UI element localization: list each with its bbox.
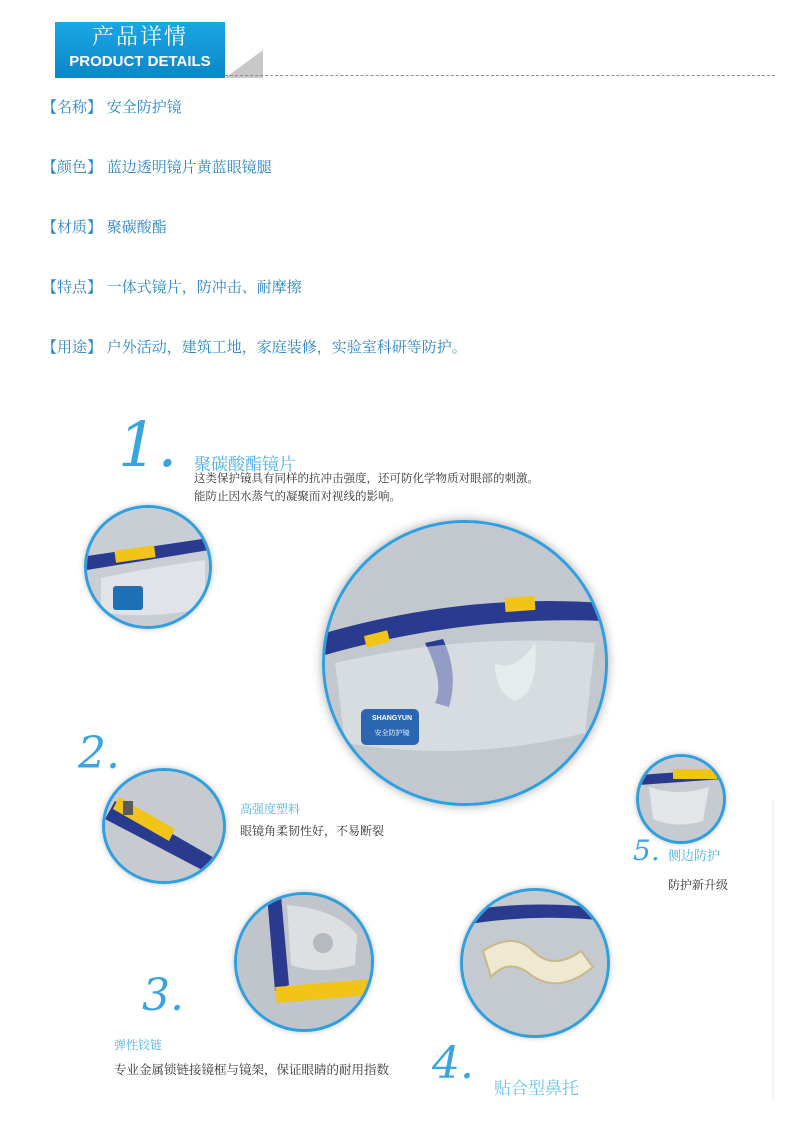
photo-frame-closeup bbox=[84, 505, 212, 629]
spec-value: 安全防护镜 bbox=[106, 98, 182, 116]
photo-nose-pad bbox=[460, 888, 610, 1038]
spec-label: 【颜色】 bbox=[42, 158, 103, 176]
feature-desc-5: 防护新升级 bbox=[668, 878, 729, 892]
header-divider bbox=[225, 75, 775, 76]
feature-title-2: 高强度塑料 bbox=[240, 802, 301, 816]
page-edge-shadow bbox=[772, 800, 775, 1100]
spec-value: 聚碳酸酯 bbox=[106, 218, 167, 236]
feature-number-5: 5. bbox=[633, 834, 660, 867]
feature-number-4: 4. bbox=[432, 1038, 474, 1089]
feature-title-4: 贴合型鼻托 bbox=[494, 1079, 579, 1099]
spec-value: 户外活动，建筑工地，家庭装修，实验室科研等防护。 bbox=[106, 338, 467, 356]
feature-title-1: 聚碳酸酯镜片 bbox=[194, 455, 296, 475]
spec-label: 【用途】 bbox=[42, 338, 103, 356]
spec-row-name bbox=[42, 96, 182, 117]
spec-label: 【材质】 bbox=[42, 218, 103, 236]
spec-label: 【特点】 bbox=[42, 278, 103, 296]
photo-goggles-main bbox=[322, 520, 608, 806]
feature-desc-2: 眼镜角柔韧性好，不易断裂 bbox=[240, 824, 385, 838]
feature-title-5: 侧边防护 bbox=[668, 849, 721, 864]
spec-value: 一体式镜片，防冲击、耐摩擦 bbox=[106, 278, 302, 296]
spec-row-material bbox=[42, 216, 167, 237]
spec-row-features bbox=[42, 276, 302, 297]
section-title-cn: 产品详情 bbox=[91, 25, 188, 50]
section-title-en: PRODUCT DETAILS bbox=[69, 53, 211, 70]
photo-side-shield bbox=[636, 754, 726, 844]
header-ribbon-shadow bbox=[225, 22, 263, 78]
product-brand-label: SHANGYUN bbox=[371, 715, 413, 722]
spec-value: 蓝边透明镜片黄蓝眼镜腿 bbox=[106, 158, 272, 176]
feature-desc-3: 专业金属锁链接镜框与镜架，保证眼睛的耐用指数 bbox=[114, 1062, 390, 1077]
feature-number-1: 1. bbox=[118, 408, 178, 481]
section-header-banner bbox=[55, 22, 225, 78]
feature-desc-1-line1: 这类保护镜具有同样的抗冲击强度，还可防化学物质对眼部的刺激。 bbox=[194, 471, 539, 485]
feature-number-2: 2. bbox=[78, 728, 120, 779]
photo-temple-closeup bbox=[102, 768, 226, 884]
feature-title-3: 弹性铰链 bbox=[114, 1038, 163, 1052]
feature-number-3: 3. bbox=[142, 970, 184, 1021]
feature-desc-1-line2: 能防止因水蒸气的凝聚而对视线的影响。 bbox=[194, 489, 401, 503]
photo-hinge-closeup bbox=[234, 892, 374, 1032]
spec-row-color bbox=[42, 156, 272, 177]
spec-label: 【名称】 bbox=[42, 98, 103, 116]
spec-row-usage bbox=[42, 336, 467, 357]
product-box-label: 安全防护镜 bbox=[374, 729, 410, 737]
